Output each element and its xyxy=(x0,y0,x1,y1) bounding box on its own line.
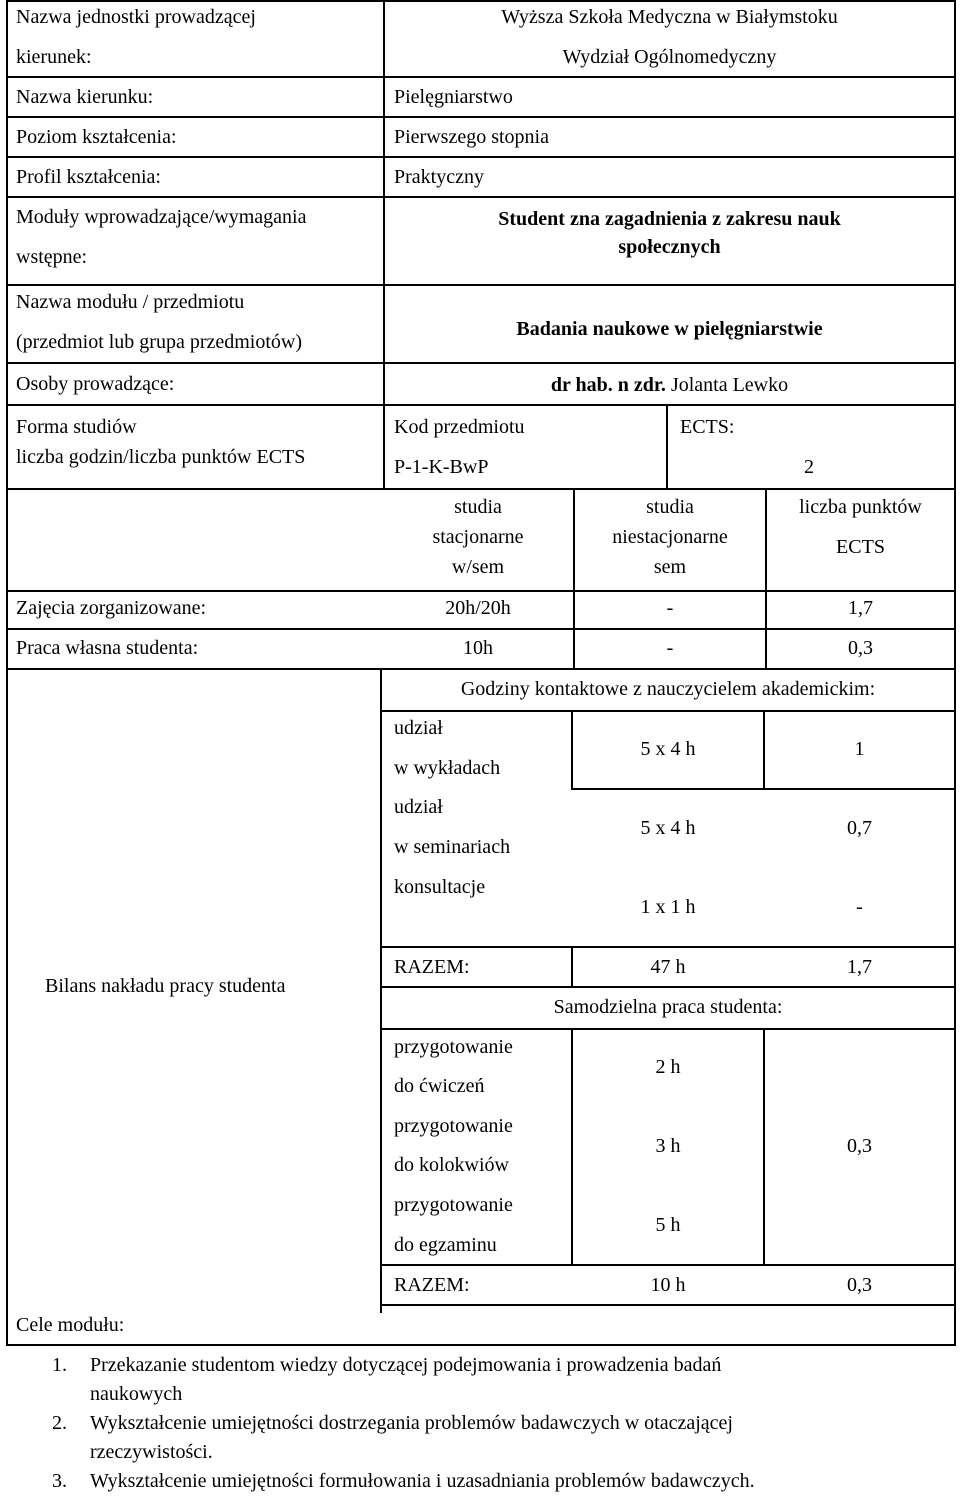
border-right xyxy=(954,0,956,1346)
osoby-label: Osoby prowadzące: xyxy=(16,373,175,395)
row-divider xyxy=(380,1264,956,1266)
col-niestacjonarne-2: niestacjonarne xyxy=(612,526,728,548)
seminaria-label: udział xyxy=(394,796,443,818)
zajecia-ects: 1,7 xyxy=(848,597,873,619)
cele-item-number: 3. xyxy=(52,1470,67,1492)
col-ects-2: ECTS xyxy=(836,536,885,558)
nazwa-modulu-value: Badania naukowe w pielęgniarstwie xyxy=(516,318,823,340)
egzamin-label-cont: do egzaminu xyxy=(394,1234,497,1256)
border-top xyxy=(6,0,956,2)
poziom-label: Poziom kształcenia: xyxy=(16,126,177,148)
osoby-name: Jolanta Lewko xyxy=(670,374,789,396)
row-divider xyxy=(6,196,956,198)
cele-item-text-cont: rzeczywistości. xyxy=(90,1441,213,1463)
seminaria-label-cont: w seminariach xyxy=(394,836,511,858)
konsultacje-ects: - xyxy=(856,896,863,918)
praca-ects: 0,3 xyxy=(848,637,873,659)
border-left xyxy=(6,0,8,1346)
kolokwia-hours: 3 h xyxy=(655,1135,681,1157)
row-divider xyxy=(6,116,956,118)
cwiczenia-label: przygotowanie xyxy=(394,1036,513,1058)
moduly-value-cont: społecznych xyxy=(618,236,721,258)
zajecia-niestacjonarne: - xyxy=(666,597,674,619)
row-divider xyxy=(380,1028,956,1030)
praca-stacjonarne: 10h xyxy=(463,637,493,659)
samodzielna-header: Samodzielna praca studenta: xyxy=(553,996,783,1018)
kolokwia-label-cont: do kolokwiów xyxy=(394,1154,509,1176)
col-divider-bilans xyxy=(380,668,382,1313)
moduly-label-cont: wstępne: xyxy=(16,246,88,268)
row-divider xyxy=(6,362,956,364)
cele-item-number: 2. xyxy=(52,1412,67,1434)
razem-kontakt-label: RAZEM: xyxy=(394,956,470,978)
cwiczenia-hours: 2 h xyxy=(655,1056,681,1078)
poziom-value: Pierwszego stopnia xyxy=(394,126,549,148)
profil-label: Profil kształcenia: xyxy=(16,166,161,188)
cele-label: Cele modułu: xyxy=(16,1314,125,1336)
cele-item-text: Przekazanie studentom wiedzy dotyczącej podejmowania i prowadzenia badań xyxy=(90,1354,722,1376)
row-divider xyxy=(6,404,956,406)
moduly-label: Moduły wprowadzające/wymagania xyxy=(16,206,307,228)
row-divider xyxy=(6,1344,956,1346)
cele-item-text: Wykształcenie umiejętności formułowania i uzasadniania problemów badawczych. xyxy=(90,1470,755,1492)
egzamin-label: przygotowanie xyxy=(394,1194,513,1216)
wydzial-value: Wydział Ogólnomedyczny xyxy=(562,46,777,68)
kontakt-header: Godziny kontaktowe z nauczycielem akademickim: xyxy=(460,678,876,700)
profil-value: Praktyczny xyxy=(394,166,484,188)
row-divider xyxy=(6,668,956,670)
egzamin-hours: 5 h xyxy=(655,1214,681,1236)
row-divider xyxy=(6,76,956,78)
jednostka-label: Nazwa jednostki prowadzącej xyxy=(16,6,256,28)
osoby-title: dr hab. n zdr. xyxy=(550,374,666,396)
forma-label-cont: liczba godzin/liczba punktów ECTS xyxy=(16,446,306,468)
row-divider xyxy=(6,156,956,158)
konsultacje-label: konsultacje xyxy=(394,876,486,898)
ects-divider xyxy=(666,404,668,490)
col-stacjonarne-3: w/sem xyxy=(451,556,505,578)
razem-samodzielna-ects: 0,3 xyxy=(847,1274,872,1296)
wyklady-label: udział xyxy=(394,717,443,739)
forma-label: Forma studiów xyxy=(16,416,137,438)
col-stacjonarne-2: stacjonarne xyxy=(432,526,524,548)
col-ects-1: liczba punktów xyxy=(799,496,922,518)
zajecia-stacjonarne: 20h/20h xyxy=(445,597,511,619)
cele-item-text: Wykształcenie umiejętności dostrzegania problemów badawczych w otaczającej xyxy=(90,1412,733,1434)
bilans-label: Bilans nakładu pracy studenta xyxy=(45,975,286,997)
jednostka-label-cont: kierunek: xyxy=(16,46,92,68)
seminaria-ects: 0,7 xyxy=(847,817,872,839)
row-divider xyxy=(6,590,956,592)
row-divider xyxy=(380,946,956,948)
ects-label: ECTS: xyxy=(680,416,735,438)
cele-item-text-cont: naukowych xyxy=(90,1383,183,1405)
row-divider xyxy=(6,284,956,286)
row-divider xyxy=(571,788,956,790)
col-stacjonarne-1: studia xyxy=(454,496,502,518)
praca-niestacjonarne: - xyxy=(666,637,674,659)
row-divider xyxy=(380,1304,956,1306)
nazwa-modulu-label: Nazwa modułu / przedmiotu xyxy=(16,291,245,313)
samodzielna-ects: 0,3 xyxy=(847,1135,872,1157)
row-divider xyxy=(380,710,956,712)
razem-samodzielna-hours: 10 h xyxy=(650,1274,686,1296)
wyklady-hours: 5 x 4 h xyxy=(640,738,696,760)
kolokwia-label: przygotowanie xyxy=(394,1115,513,1137)
kod-value: P-1-K-BwP xyxy=(394,456,489,478)
osoby-value xyxy=(385,374,954,396)
moduly-value: Student zna zagadnienia z zakresu nauk xyxy=(498,208,841,230)
konsultacje-hours: 1 x 1 h xyxy=(640,896,696,918)
zajecia-label: Zajęcia zorganizowane: xyxy=(16,597,207,619)
razem-samodzielna-label: RAZEM: xyxy=(394,1274,470,1296)
wyklady-ects: 1 xyxy=(854,738,865,760)
wyklady-label-cont: w wykładach xyxy=(394,757,501,779)
row-divider xyxy=(6,628,956,630)
kod-label: Kod przedmiotu xyxy=(394,416,525,438)
razem-kontakt-hours: 47 h xyxy=(650,956,686,978)
nazwa-modulu-label-cont: (przedmiot lub grupa przedmiotów) xyxy=(16,331,303,353)
cwiczenia-label-cont: do ćwiczeń xyxy=(394,1075,485,1097)
col-niestacjonarne-1: studia xyxy=(646,496,694,518)
praca-label: Praca własna studenta: xyxy=(16,637,199,659)
row-divider xyxy=(6,488,956,490)
cele-item-number: 1. xyxy=(52,1354,67,1376)
razem-kontakt-ects: 1,7 xyxy=(847,956,872,978)
ects-value: 2 xyxy=(804,456,814,478)
row-divider xyxy=(380,986,956,988)
seminaria-hours: 5 x 4 h xyxy=(640,817,696,839)
kierunek-label: Nazwa kierunku: xyxy=(16,86,154,108)
col-niestacjonarne-3: sem xyxy=(653,556,687,578)
kierunek-value: Pielęgniarstwo xyxy=(394,86,513,108)
jednostka-value: Wyższa Szkoła Medyczna w Białymstoku xyxy=(501,6,838,28)
